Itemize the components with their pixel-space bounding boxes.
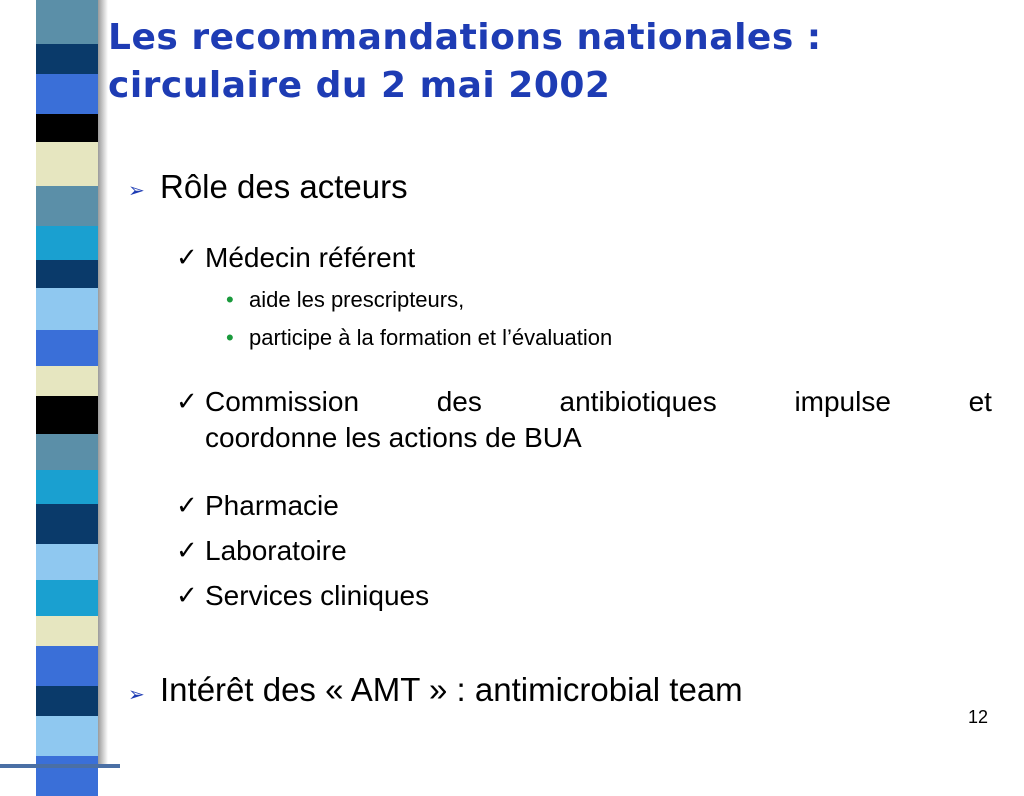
dot-bullet-icon: • [226, 325, 234, 350]
stripe-segment [36, 470, 98, 504]
title-line-1: Les recommandations nationales : [108, 17, 822, 58]
arrow-bullet-icon: ➢ [128, 684, 145, 706]
stripe-segment [36, 580, 98, 616]
stripe-segment [36, 288, 98, 330]
title-line-2: circulaire du 2 mai 2002 [108, 65, 611, 106]
stripe-segment [36, 226, 98, 260]
stripe-segment [36, 260, 98, 288]
bullet-services: Services cliniques [205, 580, 430, 611]
arrow-bullet-icon: ➢ [128, 180, 145, 202]
stripe-segment [36, 396, 98, 434]
check-bullet-icon: ✓ [176, 490, 198, 520]
stripe-segment [36, 716, 98, 756]
bullet-role: Rôle des acteurs [160, 168, 408, 205]
bullet-sub-1: aide les prescripteurs, [249, 287, 465, 312]
stripe-segment [36, 366, 98, 396]
page-number: 12 [967, 707, 988, 727]
bullet-commission-line-1 [205, 386, 992, 418]
commission-word: impulse [794, 386, 891, 417]
stripe-segment [36, 434, 98, 470]
commission-word: antibiotiques [559, 386, 717, 417]
check-bullet-icon: ✓ [176, 580, 198, 610]
decorative-stripe [36, 0, 98, 768]
stripe-segment [36, 74, 98, 114]
stripe-segment [36, 44, 98, 74]
stripe-shadow [98, 0, 108, 768]
stripe-segment [36, 0, 98, 44]
commission-word: des [436, 386, 482, 417]
commission-word: et [968, 386, 992, 417]
stripe-segment [36, 686, 98, 716]
check-bullet-icon: ✓ [176, 386, 198, 416]
bottom-accent-line [0, 764, 120, 768]
commission-word: Commission [205, 386, 360, 417]
slide-title [108, 14, 1008, 110]
bullet-pharmacie: Pharmacie [205, 490, 339, 521]
stripe-segment [36, 330, 98, 366]
stripe-segment [36, 544, 98, 580]
bullet-sub-2: participe à la formation et l’évaluation [249, 325, 613, 350]
stripe-segment [36, 616, 98, 646]
check-bullet-icon: ✓ [176, 535, 198, 565]
check-bullet-icon: ✓ [176, 242, 198, 272]
stripe-segment [36, 114, 98, 142]
stripe-segment [36, 646, 98, 686]
bullet-laboratoire: Laboratoire [205, 535, 347, 566]
bullet-commission-line-2: coordonne les actions de BUA [205, 422, 582, 453]
stripe-segment [36, 142, 98, 186]
bullet-medecin: Médecin référent [205, 242, 416, 273]
stripe-segment [36, 756, 98, 796]
stripe-segment [36, 186, 98, 226]
stripe-segment [36, 504, 98, 544]
dot-bullet-icon: • [226, 287, 234, 312]
bullet-amt: Intérêt des « AMT » : antimicrobial team [160, 671, 743, 708]
